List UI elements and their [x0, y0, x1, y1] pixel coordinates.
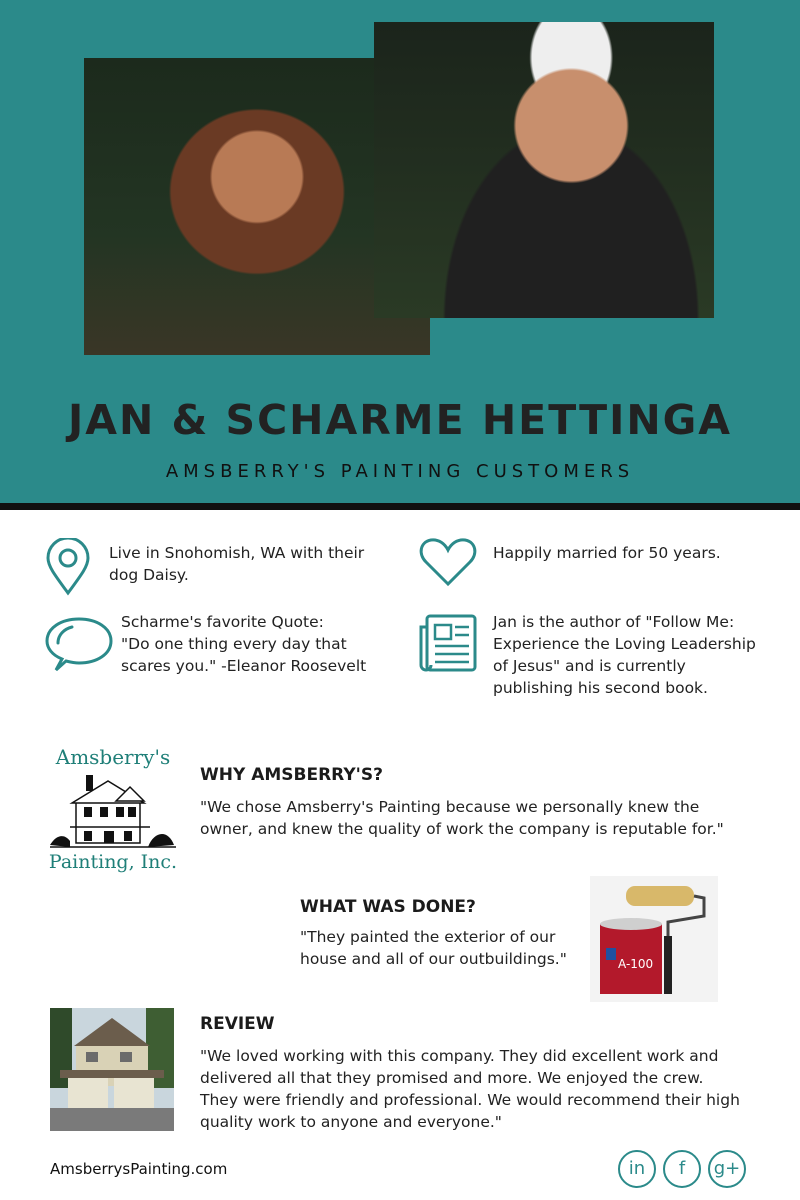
logo-bottom-text: Painting, Inc. [48, 851, 178, 873]
why-text: "We chose Amsberry's Painting because we personally knew the owner, and knew the quality of work the company is reputable for." [200, 798, 724, 838]
page-subtitle: AMSBERRY'S PAINTING CUSTOMERS [165, 461, 635, 482]
fact-married: Happily married for 50 years. [493, 544, 721, 562]
fact-quote-text: "Do one thing every day that scares you." -Eleanor Roosevelt [121, 635, 367, 675]
hero-divider [0, 503, 800, 510]
website-link[interactable]: AmsberrysPainting.com [50, 1160, 228, 1178]
fact-location: Live in Snohomish, WA with their dog Daisy. [109, 544, 365, 584]
amsberrys-logo [48, 745, 178, 875]
why-heading: WHY AMSBERRY'S? [200, 765, 383, 785]
photo-man [374, 22, 714, 318]
logo-top-text: Amsberry's [55, 745, 171, 769]
fact-quote-label: Scharme's favorite Quote: [121, 613, 324, 631]
heart-icon [418, 536, 478, 588]
paint-can-image [590, 876, 718, 1002]
fact-author: Jan is the author of "Follow Me: Experience the Loving Leadership of Jesus" and is currently publishing his second book. [493, 613, 756, 697]
review-heading: REVIEW [200, 1014, 275, 1034]
google-plus-icon[interactable]: g+ [708, 1150, 746, 1188]
newspaper-icon [417, 613, 479, 673]
linkedin-icon[interactable]: in [618, 1150, 656, 1188]
page-title: JAN & SCHARME HETTINGA [67, 396, 733, 444]
done-heading: WHAT WAS DONE? [300, 897, 476, 917]
speech-bubble-icon [44, 615, 114, 675]
house-illustration [50, 775, 176, 851]
house-photo [50, 1008, 174, 1131]
review-text: "We loved working with this company. They did excellent work and delivered all that they promised and more. We enjoyed the crew. They were friendly and professional. We would recommend their high quality work to anyone and everyone." [200, 1047, 740, 1131]
location-pin-icon [44, 538, 92, 596]
done-text: "They painted the exterior of our house and all of our outbuildings." [300, 928, 567, 968]
paint-can-brand: A-100 [618, 957, 654, 971]
facebook-icon[interactable]: f [663, 1150, 701, 1188]
